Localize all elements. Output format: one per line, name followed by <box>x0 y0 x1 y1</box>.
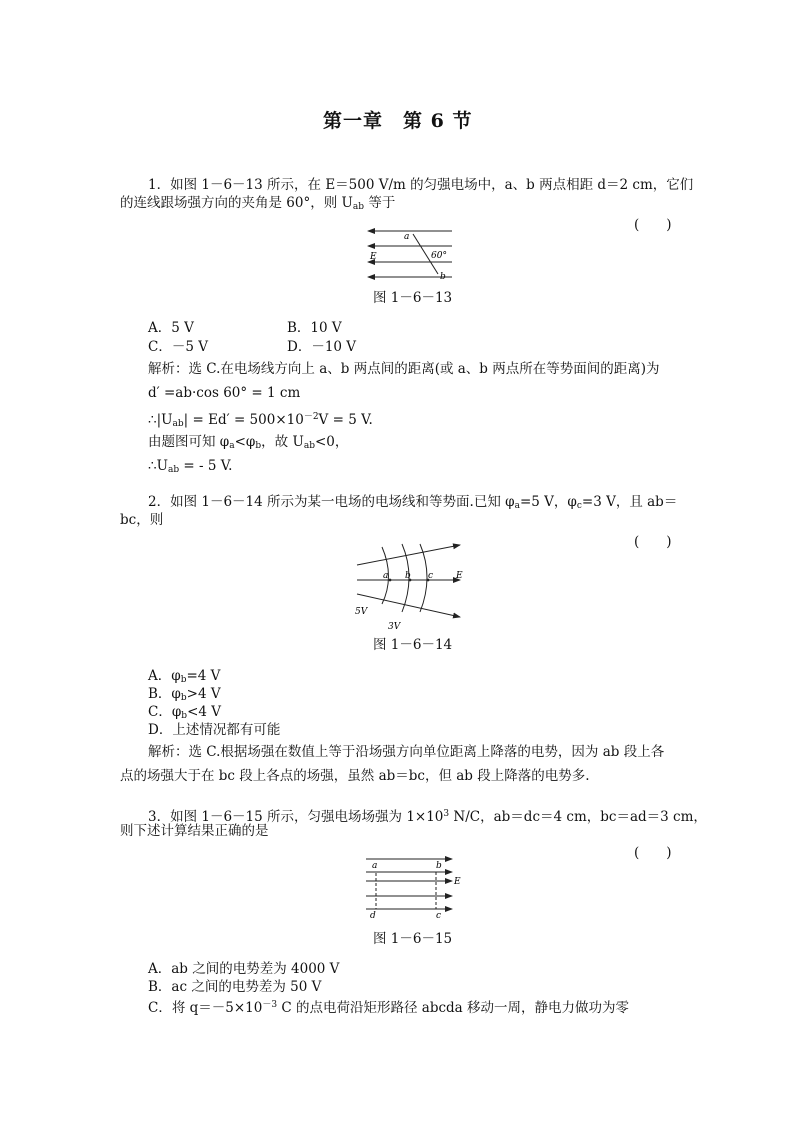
potential-3v-label: 3V <box>388 622 401 632</box>
point-b-label: b <box>405 571 411 581</box>
q3-figure-field-diagram <box>364 853 464 921</box>
q1-option-b: B．10 V <box>287 320 342 336</box>
equipotential-line-3 <box>420 544 427 612</box>
q1-solution-line1: 解析：选 C.在电场线方向上 a、b 两点间的距离(或 a、b 两点所在等势面间的距离)为 <box>148 361 660 377</box>
field-line-bottom <box>357 594 460 617</box>
q1-solution-line5: $\therefore U_{ab}$ = - 5 V. <box>148 458 233 475</box>
q2-option-a: A．$\varphi_b=4$ V <box>148 668 221 685</box>
field-e-label: E <box>454 877 461 887</box>
point-c-label: c <box>428 571 434 581</box>
q3-option-a: A．ab 之间的电势差为 4000 V <box>148 961 340 977</box>
q1-solution-line2: d′ =ab·cos 60° = 1 cm <box>148 385 301 401</box>
q3-option-c: C．将 $q=-5\times 10^{-3}$ C 的点电荷沿矩形路径 abcda 移动一周，静电力做功为零 <box>148 1000 630 1016</box>
q1-option-c: C．－5 V <box>148 339 208 355</box>
q2-solution-line2: 点的场强大于在 bc 段上各点的场强，虽然 ab＝bc，但 ab 段上降落的电势多. <box>120 768 590 784</box>
point-a-label: a <box>372 861 378 871</box>
q1-stem-line2: 的连线跟场强方向的夹角是 60°，则 $U_{ab}$ 等于 <box>120 195 396 212</box>
point-b-label: b <box>436 861 442 871</box>
angle-label: 60° <box>431 251 447 261</box>
q1-solution-line4: 由题图可知 $\varphi_a<\varphi_b$，故 $U_{ab}<0$， <box>148 434 349 451</box>
q1-figure-caption: 图 1－6－13 <box>373 290 453 306</box>
point-a-label: a <box>383 571 389 581</box>
q2-solution-line1: 解析：选 C.根据场强在数值上等于沿场强方向单位距离上降落的电势，因为 ab 段上各 <box>148 744 665 760</box>
page-title: 第一章 第 6 节 <box>323 110 473 132</box>
q1-solution-line3: $\therefore|U_{ab}| = Ed' = 500\times 10^{-2}V = 5$ V. <box>148 412 373 429</box>
q2-figure-caption: 图 1－6－14 <box>373 637 453 653</box>
q2-option-d: D．上述情况都有可能 <box>148 722 281 738</box>
q2-stem-line1: 2．如图 1－6－14 所示为某一电场的电场线和等势面.已知 $\varphi_a=5$ V，$\varphi_c=3$ V，且 ab＝ <box>148 494 678 511</box>
field-line-top <box>357 545 460 565</box>
potential-5v-label: 5V <box>355 607 368 617</box>
q2-option-c: C．$\varphi_b<4$ V <box>148 704 222 721</box>
q3-figure-caption: 图 1－6－15 <box>373 931 453 947</box>
q3-option-b: B．ac 之间的电势差为 50 V <box>148 979 322 995</box>
q3-answer-blank: ( ) <box>634 845 672 861</box>
q1-answer-blank: ( ) <box>634 217 672 233</box>
field-e-label: E <box>456 571 463 581</box>
q3-stem-line2: 则下述计算结果正确的是 <box>120 823 269 839</box>
q2-answer-blank: ( ) <box>634 534 672 550</box>
q1-stem-line1: 1．如图 1－6－13 所示，在 E＝500 V/m 的匀强电场中，a、b 两点相距 d＝2 cm，它们 <box>148 177 694 193</box>
point-a <box>389 579 392 582</box>
rectangle-abcd <box>376 872 436 909</box>
q2-figure-field-diagram <box>352 542 472 632</box>
point-a-label: a <box>404 232 410 242</box>
point-d-label: d <box>370 911 376 921</box>
q2-option-b: B．$\varphi_b>4$ V <box>148 686 221 703</box>
q3-stem-line1: 3．如图 1－6－15 所示，匀强电场场强为 $1\times 10^3$ N/C，ab＝dc＝4 cm，bc＝ad＝3 cm， <box>148 809 707 825</box>
q1-option-d: D．－10 V <box>287 339 357 355</box>
field-e-label: E <box>370 252 377 262</box>
q1-option-a: A．5 V <box>148 320 194 336</box>
point-b-label: b <box>440 272 446 282</box>
point-c-label: c <box>436 911 442 921</box>
q1-figure-field-diagram <box>364 226 456 284</box>
q2-stem-line2: bc，则 <box>120 512 164 528</box>
